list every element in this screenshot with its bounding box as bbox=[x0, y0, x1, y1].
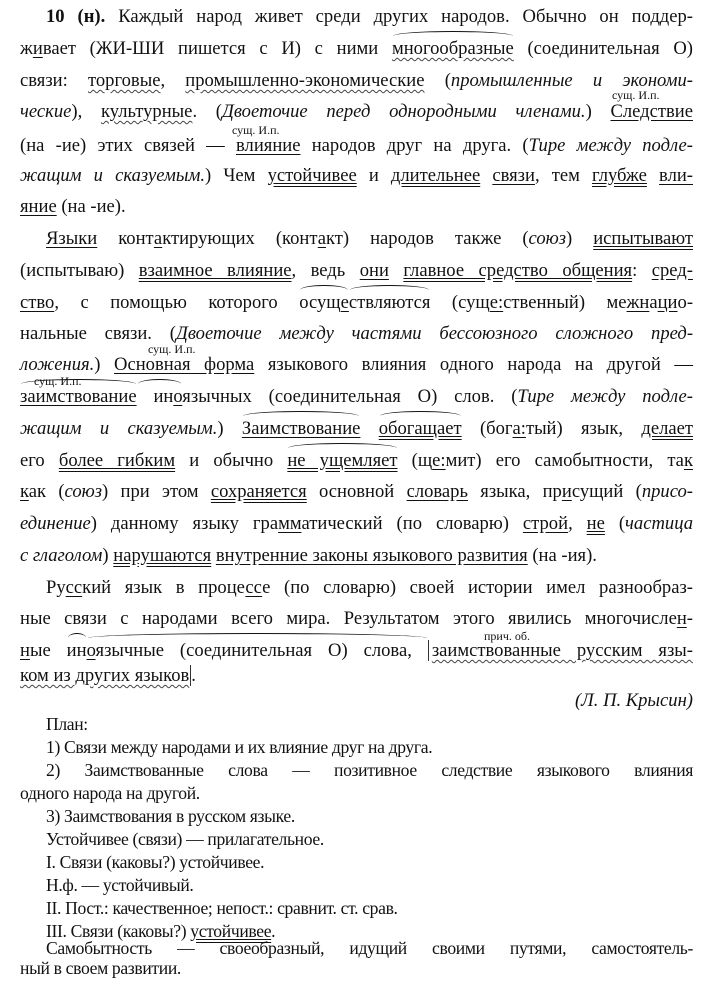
plan-item-2: 2) Заимствованные слова — позитивное следствие языкового влияния bbox=[46, 760, 693, 780]
analysis-line-6: Самобытность — своеобразный, идущий своими путями, самостоятель- bbox=[46, 938, 693, 958]
arc-mark: оязычные (соединительная О) слова, bbox=[86, 640, 428, 661]
plan-title: План: bbox=[46, 714, 88, 734]
annotation-participle-phrase: прич. об. bbox=[484, 629, 530, 643]
p2-line-7: жащим и сказуемым.) Заимствование обогащает (бога:тый) язык, делает bbox=[20, 418, 693, 439]
analysis-line-7: ный в своем развитии. bbox=[20, 958, 181, 978]
p1-line-5: (на -ие) этих связей — влияние народов друг на друга. (Тире между подле- bbox=[20, 135, 693, 156]
p2-line-1: Языки контактирующих (контакт) народов также (союз) испытывают bbox=[46, 228, 694, 249]
p2-line-2: (испытываю) взаимное влияние, ведь они главное средство общения: сред- bbox=[20, 260, 693, 281]
analysis-line-3: Н.ф. — устойчивый. bbox=[46, 875, 194, 895]
p1-line-1: 10 (н). Каждый народ живет среди других народов. Обычно он поддер- bbox=[46, 6, 693, 27]
arc-mark: ино bbox=[136, 386, 183, 407]
p1-line-7: яние (на -ие). bbox=[20, 196, 126, 217]
arc-mark: осуще bbox=[299, 292, 349, 313]
p1-line-6: жащим и сказуемым.) Чем устойчивее и длительнее связи, тем глубже вли- bbox=[20, 165, 693, 186]
p3-line-1: Русский язык в процессе (по словарю) своей истории имел разнообраз- bbox=[46, 577, 694, 598]
p2-line-4: нальные связи. (Двоеточие между частями бессоюзного сложного пред- bbox=[20, 323, 694, 344]
analysis-line-4: II. Пост.: качественное; непост.: сравнит. ст. срав. bbox=[46, 898, 398, 918]
p2-line-8: его более гибким и обычно не ущемляет (ще:мит) его самобытности, так bbox=[20, 450, 693, 471]
plan-item-3: 3) Заимствования в русском языке. bbox=[46, 806, 295, 826]
analysis-line-5: III. Связи (каковы?) устойчивее. bbox=[46, 921, 276, 941]
p2-line-5: ложения.) Основная форма языкового влияния одного народа на другой — bbox=[20, 354, 693, 375]
p1-line-2: живает (ЖИ-ШИ пишется с И) с ними многообразные (соединительная О) bbox=[20, 38, 693, 59]
analysis-line-1: Устойчивее (связи) — прилагательное. bbox=[46, 829, 324, 849]
p2-line-10: единение) данному языку грамматический (по словарю) строй, не (частица bbox=[20, 513, 694, 534]
participle-phrase: заимствованные русским язы- bbox=[428, 640, 693, 661]
p3-line-4: ком из других языков . bbox=[20, 665, 196, 686]
p1-line-3: связи: торговые, промышленно-экономические (промышленные и экономи- bbox=[20, 70, 693, 91]
p2-line-11: с глаголом) нарушаются внутренние законы языкового развития (на -ия). bbox=[20, 545, 597, 566]
exercise-number: 10 (н). bbox=[46, 6, 106, 27]
author-attribution: (Л. П. Крысин) bbox=[574, 690, 693, 711]
p2-line-9: как (союз) при этом сохраняется основной словарь языка, присущий (присо- bbox=[20, 481, 693, 502]
p2-line-3: ство, с помощью которого осуществляются (суще:ственный) межнацио- bbox=[20, 292, 694, 313]
p1-line-4: ческие), культурные. (Двоеточие перед однородными членами.) Следствие bbox=[20, 101, 693, 122]
plan-item-1: 1) Связи между народами и их влияние друг на друга. bbox=[46, 737, 433, 757]
annotation-noun-nom: сущ. И.п. bbox=[148, 342, 196, 356]
annotation-noun-nom: сущ. И.п. bbox=[232, 123, 280, 137]
annotation-noun-nom: сущ. И.п. bbox=[34, 374, 82, 388]
p3-line-2: ные связи с народами всего мира. Результатом этого явились многочислен- bbox=[20, 608, 693, 629]
annotation-noun-nom: сущ. И.п. bbox=[612, 88, 660, 102]
plan-item-2-cont: одного народа на другой. bbox=[20, 783, 200, 803]
p2-line-6: заимствование иноязычных (соединительная О) слов. (Тире между подле- bbox=[20, 386, 693, 407]
p3-line-3: ные иноязычные (соединительная О) слова, заимствованные русским язы- bbox=[20, 640, 693, 661]
analysis-line-2: I. Связи (каковы?) устойчивее. bbox=[46, 852, 265, 872]
word-mnogoobraznye: многообразные bbox=[391, 38, 514, 59]
